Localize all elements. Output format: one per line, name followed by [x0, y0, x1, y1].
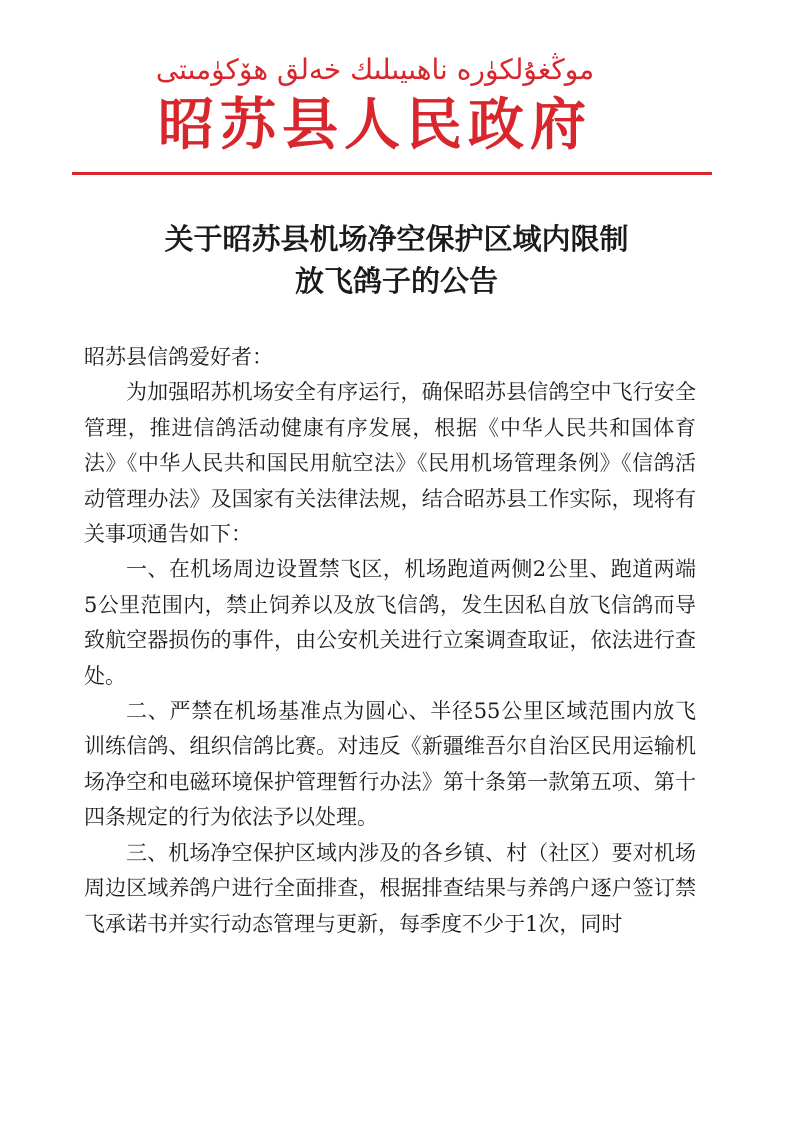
header-org-name: 昭苏县人民政府 — [158, 93, 592, 158]
document-title-line-2: 放飞鸽子的公告 — [294, 264, 498, 298]
paragraph-item-1: 一、在机场周边设置禁飞区，机场跑道两侧2公里、跑道两端5公里范围内，禁止饲养以及放飞信鸽，发生因私自放飞信鸽而导致航空器损伤的事件，由公安机关进行立案调查取证，依法进行查处。 — [84, 557, 696, 688]
header-red-rule — [72, 172, 712, 175]
document-title-line-1: 关于昭苏县机场净空保护区域内限制 — [164, 222, 629, 256]
document-body — [84, 340, 696, 942]
paragraph-item-2: 二、严禁在机场基准点为圆心、半径55公里区域范围内放飞训练信鸽、组织信鸽比赛。对违反《新疆维吾尔自治区民用运输机场净空和电磁环境保护管理暂行办法》第十条第一款第五项、第十四条规定的行为依法予以处理。 — [84, 699, 696, 830]
paragraph-item-3: 三、机场净空保护区域内涉及的各乡镇、村（社区）要对机场周边区域养鸽户进行全面排查，根据排查结果与养鸽户逐户签订禁飞承诺书并实行动态管理与更新，每季度不少于1次，同时 — [84, 840, 696, 936]
document-title — [80, 218, 713, 302]
paragraph-intro: 为加强昭苏机场安全有序运行，确保昭苏县信鸽空中飞行安全管理，推进信鸽活动健康有序发展，根据《中华人民共和国体育法》《中华人民共和国民用航空法》《民用机场管理条例》《信鸽活动管理办法》及国家有关法律法规，结合昭苏县工作实际，现将有关事项通告如下： — [84, 380, 696, 547]
salutation: 昭苏县信鸽爱好者： — [84, 345, 273, 369]
header-uyghur-name: موڭغۇلكۈرە ناھىيىلىك خەلق ھۆكۈمىتى — [155, 53, 595, 86]
